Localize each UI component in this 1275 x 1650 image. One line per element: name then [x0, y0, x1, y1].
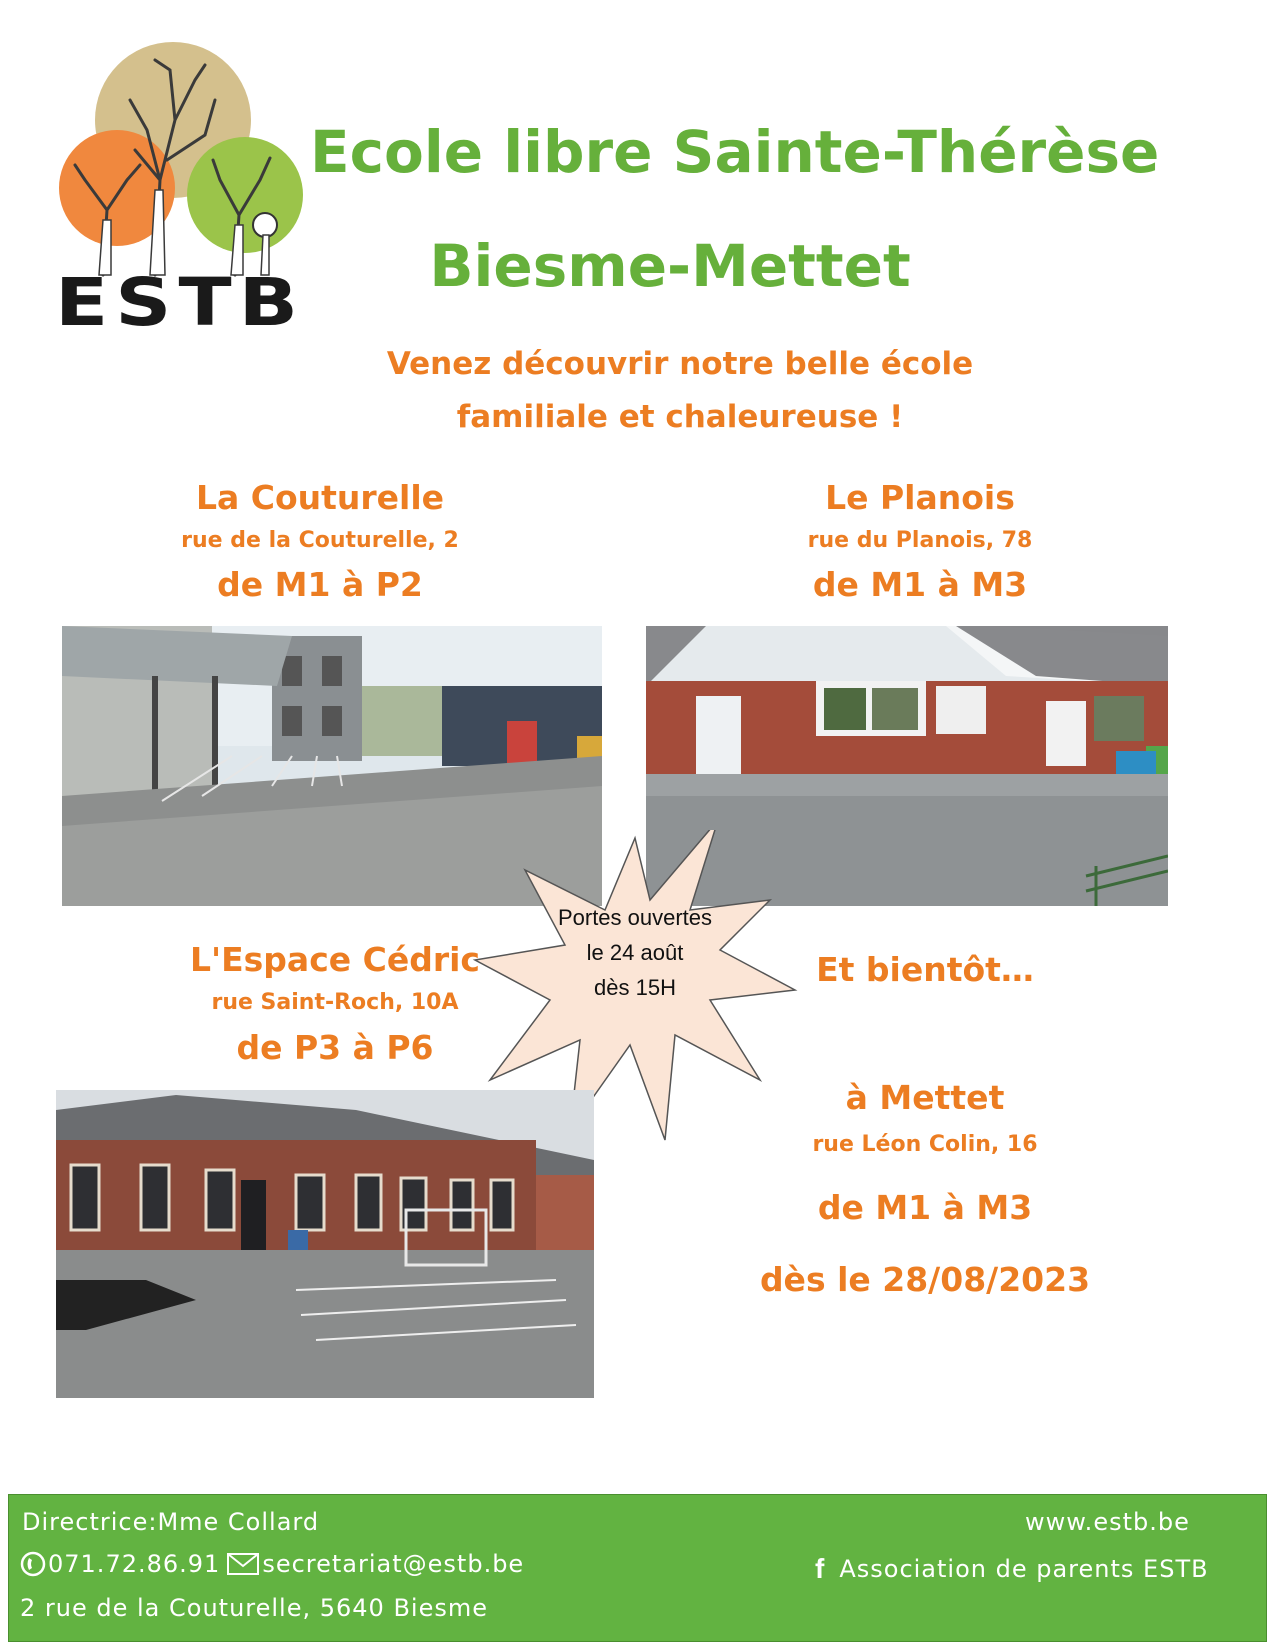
site-couturelle-address: rue de la Couturelle, 2	[181, 528, 459, 553]
facebook-icon: f	[815, 1553, 826, 1584]
site-planois-levels: de M1 à M3	[812, 565, 1028, 604]
open-house-line-2: le 24 août	[586, 940, 684, 965]
upcoming-site-levels: de M1 à M3	[817, 1188, 1033, 1227]
site-couturelle-levels: de M1 à P2	[217, 565, 423, 604]
logo-text: ESTB	[55, 264, 306, 341]
open-house-line-1: Portes ouvertes	[557, 905, 713, 930]
photo-espace-cedric	[56, 1090, 594, 1398]
site-cedric-levels: de P3 à P6	[236, 1028, 434, 1067]
site-cedric-address: rue Saint-Roch, 10A	[211, 990, 459, 1015]
upcoming-start-date: dès le 28/08/2023	[759, 1260, 1091, 1299]
school-address: 2 rue de la Couturelle, 5640 Biesme	[20, 1594, 488, 1622]
phone-number[interactable]: 071.72.86.91	[48, 1550, 221, 1578]
upcoming-site-name: à Mettet	[845, 1078, 1005, 1117]
phone-icon	[20, 1551, 46, 1577]
open-house-line-3: dès 15H	[594, 975, 676, 1000]
site-couturelle-name: La Couturelle	[195, 478, 445, 517]
logo-trees-icon	[55, 40, 320, 280]
envelope-icon	[226, 1552, 260, 1576]
site-planois-address: rue du Planois, 78	[807, 528, 1033, 553]
site-planois-name: Le Planois	[825, 478, 1015, 517]
upcoming-heading: Et bientôt…	[816, 950, 1034, 989]
facebook-page-name[interactable]: Association de parents ESTB	[839, 1555, 1209, 1583]
director-name: Directrice:Mme Collard	[22, 1508, 320, 1536]
tagline-line-2: familiale et chaleureuse !	[456, 399, 904, 435]
tagline-line-1: Venez découvrir notre belle école	[386, 346, 974, 382]
email-link[interactable]: secretariat@estb.be	[262, 1550, 525, 1578]
school-name-title: Ecole libre Sainte-Thérèse	[310, 118, 1160, 186]
school-location-title: Biesme-Mettet	[429, 232, 911, 300]
site-cedric-name: L'Espace Cédric	[189, 940, 480, 979]
contact-line	[20, 1550, 524, 1578]
facebook-line[interactable]	[815, 1553, 1209, 1585]
website-link[interactable]: www.estb.be	[1025, 1508, 1190, 1536]
upcoming-site-address: rue Léon Colin, 16	[812, 1132, 1038, 1157]
